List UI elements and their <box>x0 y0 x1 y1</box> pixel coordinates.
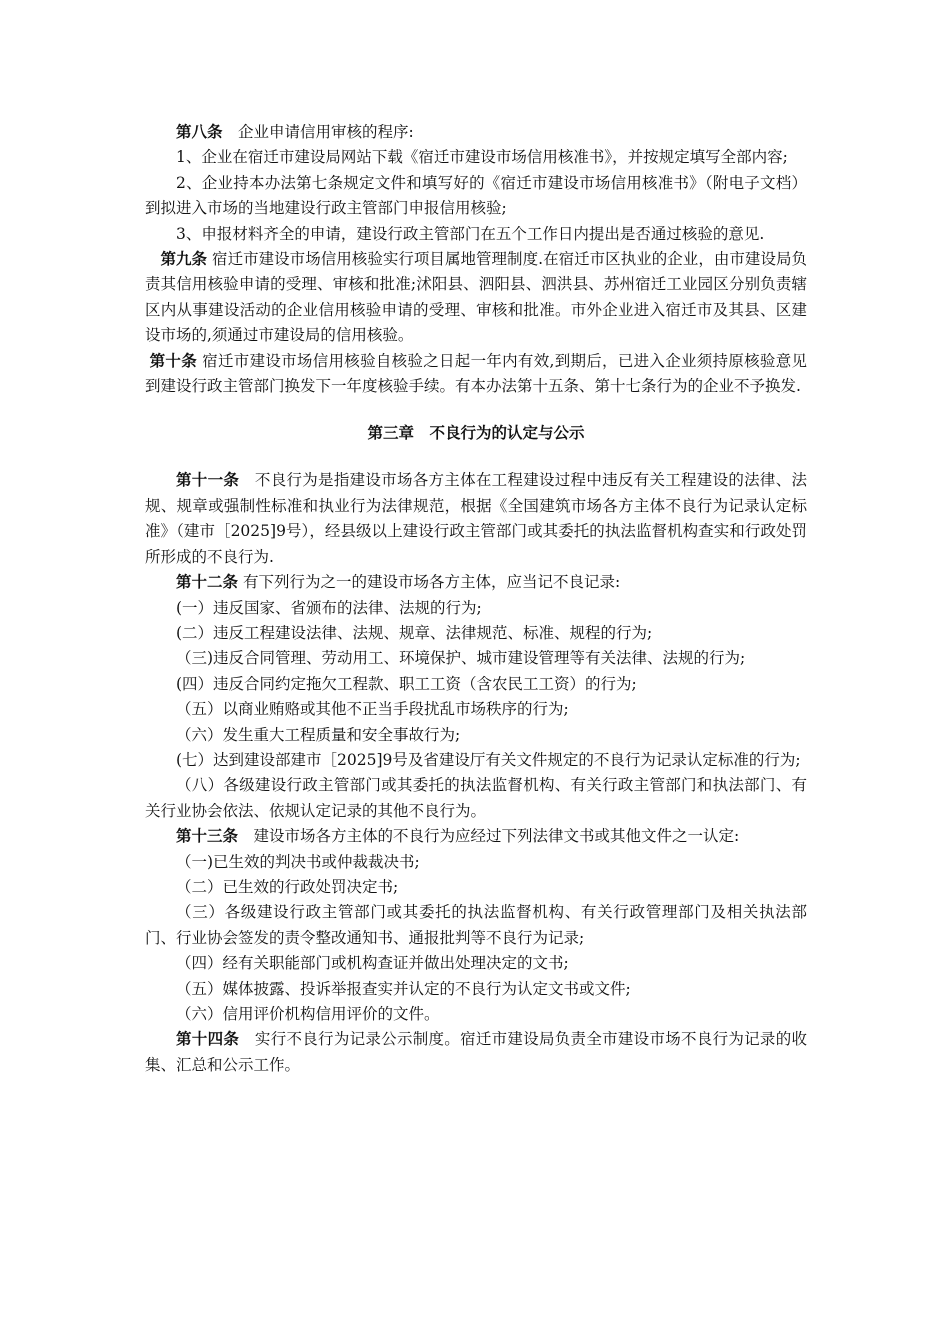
article-8-item-2: 2、企业持本办法第七条规定文件和填写好的《宿迁市建设市场信用核准书》（附电子文档）到拟进入市场的当地建设行政主管部门申报信用核验; <box>145 173 807 218</box>
article-11 <box>145 468 807 570</box>
article-14 <box>145 1027 807 1078</box>
article-8-head: 第八条 <box>176 123 223 141</box>
article-8-item-1: 1、企业在宿迁市建设局网站下载《宿迁市建设市场信用核准书》，并按规定填写全部内容; <box>176 148 788 167</box>
article-12-item-2: (二）违反工程建设法律、法规、规章、法律规范、标准、规程的行为; <box>176 623 653 642</box>
article-8-text: 企业申请信用审核的程序: <box>222 123 414 141</box>
article-9-head: 第九条 <box>160 250 208 269</box>
article-13-item-2: （二）已生效的行政处罚决定书; <box>176 877 399 896</box>
article-13-text: 建设市场各方主体的不良行为应经过下列法律文书或其他文件之一认定: <box>238 827 740 846</box>
article-13-item-5: （五）媒体披露、投诉举报查实并认定的不良行为认定文书或文件; <box>176 979 631 998</box>
article-12 <box>145 570 807 595</box>
article-13-item-4: （四）经有关职能部门或机构查证并做出处理决定的文书; <box>176 954 569 973</box>
article-13 <box>145 824 807 849</box>
article-10 <box>145 349 807 400</box>
article-12-item-5: （五）以商业贿赂或其他不正当手段扰乱市场秩序的行为; <box>176 700 569 719</box>
article-12-head: 第十二条 <box>176 573 239 592</box>
article-13-head: 第十三条 <box>176 827 239 846</box>
article-10-head: 第十条 <box>149 351 197 370</box>
chapter-3-heading: 第三章 不良行为的认定与公示 <box>367 424 585 443</box>
article-14-head: 第十四条 <box>176 1030 240 1049</box>
article-12-item-7: (七）达到建设部建市［2025]9号及省建设厅有关文件规定的不良行为记录认定标准的行为; <box>176 750 801 769</box>
article-8-item-3: 3、申报材料齐全的申请，建设行政主管部门在五个工作日内提出是否通过核验的意见. <box>176 224 765 243</box>
article-13-item-3: （三）各级建设行政主管部门或其委托的执法监督机构、有关行政管理部门及相关执法部门、行业协会签发的责令整改通知书、通报批判等不良行为记录; <box>145 903 807 947</box>
article-12-item-8: （八）各级建设行政主管部门或其委托的执法监督机构、有关行政主管部门和执法部门、有关行业协会依法、依规认定记录的其他不良行为。 <box>145 776 807 820</box>
article-11-head: 第十一条 <box>176 471 240 490</box>
article-8 <box>145 120 807 145</box>
article-10-text: 宿迁市建设市场信用核验自核验之日起一年内有效,到期后，已进入企业须持原核验意见到建设行政主管部门换发下一年度核验手续。有本办法第十五条、第十七条行为的企业不予换发. <box>145 351 807 396</box>
article-12-item-4: (四）违反合同约定拖欠工程款、职工工资（含农民工工资）的行为; <box>176 674 637 693</box>
article-13-item-1: （一)已生效的判决书或仲裁裁决书; <box>176 852 420 871</box>
article-12-text: 有下列行为之一的建设市场各方主体，应当记不良记录: <box>238 573 621 592</box>
article-13-item-6: （六）信用评价机构信用评价的文件。 <box>176 1005 440 1023</box>
article-11-text: 不良行为是指建设市场各方主体在工程建设过程中违反有关工程建设的法律、法规、规章或强制性标准和执业行为法律规范，根据《全国建筑市场各方主体不良行为记录认定标准》（建市［2025]9号），经县级以上建设行政主管部门或其委托的执法监督机构查实和行政处罚所形成的不良行为. <box>145 471 807 566</box>
article-14-text: 实行不良行为记录公示制度。宿迁市建设局负责全市建设市场不良行为记录的收集、汇总和公示工作。 <box>145 1030 807 1074</box>
article-12-item-6: （六）发生重大工程质量和安全事故行为; <box>176 725 461 744</box>
article-12-item-1: (一）违反国家、省颁布的法律、法规的行为; <box>176 598 482 617</box>
article-9 <box>145 247 807 349</box>
article-12-item-3: （三)违反合同管理、劳动用工、环境保护、城市建设管理等有关法律、法规的行为; <box>176 649 746 668</box>
document-page <box>145 120 807 1078</box>
article-9-text: 宿迁市建设市场信用核验实行项目属地管理制度.在宿迁市区执业的企业，由市建设局负责其信用核验申请的受理、审核和批准;沭阳县、泗阳县、泗洪县、苏州宿迁工业园区分别负责辖区内从事建设活动的企业信用核验申请的受理、审核和批准。市外企业进入宿迁市及其县、区建设市场的,须通过市建设局的信用核验。 <box>145 250 807 345</box>
